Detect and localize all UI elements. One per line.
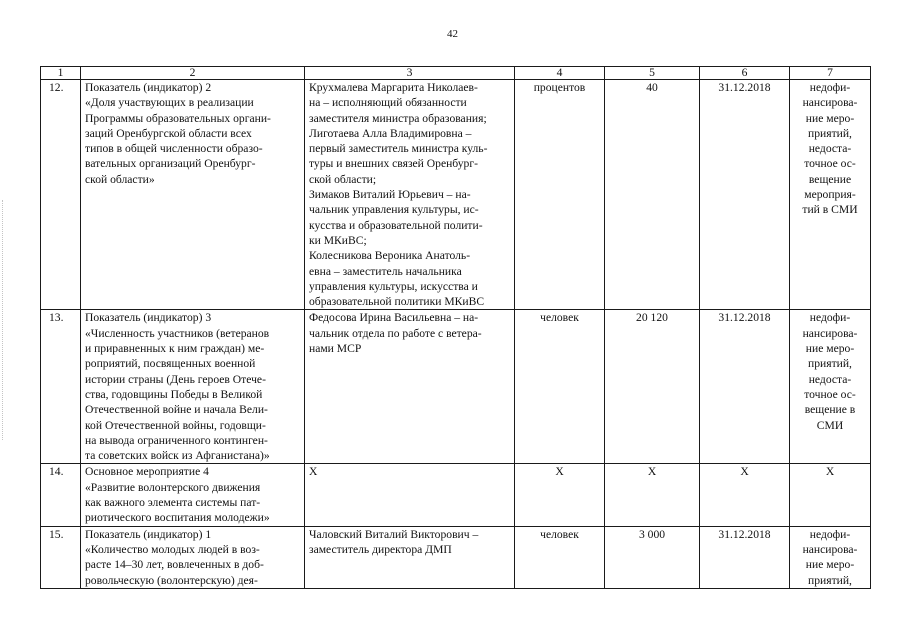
value-cell: 20 120 bbox=[605, 310, 700, 464]
value-cell: 3 000 bbox=[605, 526, 700, 588]
header-row bbox=[41, 67, 871, 80]
unit-cell: человек bbox=[515, 526, 605, 588]
indicator-name-line: «Доля участвующих в реализации bbox=[85, 96, 254, 110]
header-col-7: 7 bbox=[790, 67, 871, 80]
indicator-name bbox=[81, 526, 305, 588]
comment-cell-line: недофи- bbox=[809, 81, 851, 94]
table-row bbox=[41, 310, 871, 464]
indicator-name-line: Основное мероприятие 4 bbox=[85, 465, 209, 479]
table-row bbox=[41, 526, 871, 588]
responsible-person-line: ской области; bbox=[309, 172, 377, 186]
indicator-name-line: «Количество молодых людей в воз- bbox=[85, 542, 260, 556]
responsible-person-line: Лиготаева Алла Владимировна – bbox=[309, 126, 472, 140]
indicator-name-line: Отечественной войне и начала Вели- bbox=[85, 403, 268, 417]
responsible-person-line: чальник отдела по работе с ветера- bbox=[309, 326, 482, 340]
unit-cell: Х bbox=[515, 464, 605, 526]
responsible-person-line: чальник управления культуры, ис- bbox=[309, 203, 479, 217]
responsible-person-line: Зимаков Виталий Юрьевич – на- bbox=[309, 188, 471, 202]
responsible-person-line: Федосова Ирина Васильевна – на- bbox=[309, 311, 479, 325]
comment-cell-line: мероприя- bbox=[804, 188, 856, 202]
date-cell: Х bbox=[700, 464, 790, 526]
header-col-1: 1 bbox=[41, 67, 81, 80]
comment-cell-line: приятий, bbox=[808, 357, 852, 371]
header-col-6: 6 bbox=[700, 67, 790, 80]
indicator-name-line: Программы образовательных органи- bbox=[85, 111, 271, 125]
responsible-person-line: Х bbox=[309, 465, 318, 479]
comment-cell-line: нансирова- bbox=[802, 96, 858, 110]
comment-cell-line: точное ос- bbox=[804, 157, 856, 171]
responsible-person-line: образовательной политики МКиВС bbox=[309, 295, 485, 309]
responsible-person-line: кусства и образовательной полити- bbox=[309, 218, 483, 232]
indicator-name-line: Показатель (индикатор) 1 bbox=[85, 527, 212, 541]
table-row bbox=[41, 80, 871, 310]
indicator-name-line: заций Оренбургской области всех bbox=[85, 126, 252, 140]
responsible-person-line: первый заместитель министра куль- bbox=[309, 142, 488, 156]
indicator-name bbox=[81, 310, 305, 464]
indicator-name-line: роприятий, посвященных военной bbox=[85, 357, 256, 371]
comment-cell-line: вещение в bbox=[804, 403, 856, 417]
responsible-person-line: нами МСР bbox=[309, 342, 362, 356]
value-cell: 40 bbox=[605, 80, 700, 310]
responsible-person bbox=[305, 80, 515, 310]
indicator-name-line: типов в общей численности образо- bbox=[85, 142, 263, 156]
comment-cell bbox=[790, 526, 871, 588]
indicator-name-line: расте 14–30 лет, вовлеченных в доб- bbox=[85, 558, 264, 572]
responsible-person-line: туры и внешних связей Оренбург- bbox=[309, 157, 478, 171]
indicators-table bbox=[40, 66, 871, 589]
unit-cell: человек bbox=[515, 310, 605, 464]
comment-cell-line: недоста- bbox=[808, 372, 852, 386]
indicator-name-line: Показатель (индикатор) 2 bbox=[85, 81, 212, 94]
responsible-person-line: управления культуры, искусства и bbox=[309, 279, 478, 293]
comment-cell-line: вещение bbox=[808, 172, 852, 186]
comment-cell-line: недофи- bbox=[809, 311, 851, 325]
responsible-person-line: заместителя министра образования; bbox=[309, 111, 487, 125]
comment-cell-line: недоста- bbox=[808, 142, 852, 156]
comment-cell-line: тий в СМИ bbox=[802, 203, 858, 217]
indicator-name-line: истории страны (День героев Отече- bbox=[85, 372, 266, 386]
comment-cell-line: нансирова- bbox=[802, 542, 858, 556]
comment-cell-line: СМИ bbox=[816, 418, 844, 432]
comment-cell bbox=[790, 464, 871, 526]
responsible-person-line: заместитель директора ДМП bbox=[309, 542, 452, 556]
unit-cell: процентов bbox=[515, 80, 605, 310]
comment-cell-line: ние меро- bbox=[805, 558, 855, 572]
indicator-name-line: и приравненных к ним граждан) ме- bbox=[85, 342, 265, 356]
table-row bbox=[41, 464, 871, 526]
table-body bbox=[41, 80, 871, 589]
responsible-person-line: Колесникова Вероника Анатоль- bbox=[309, 249, 471, 263]
header-col-4: 4 bbox=[515, 67, 605, 80]
responsible-person-line: Чаловский Виталий Викторович – bbox=[309, 527, 479, 541]
indicator-name-line: как важного элемента системы пат- bbox=[85, 496, 261, 510]
row-number: 15. bbox=[41, 526, 81, 588]
date-cell: 31.12.2018 bbox=[700, 526, 790, 588]
indicator-name-line: ства, годовщины Победы в Великой bbox=[85, 387, 263, 401]
comment-cell-line: недофи- bbox=[809, 527, 851, 541]
responsible-person-line: евна – заместитель начальника bbox=[309, 264, 462, 278]
comment-cell-line: приятий, bbox=[808, 126, 852, 140]
header-col-2: 2 bbox=[81, 67, 305, 80]
indicator-name-line: та советских войск из Афганистана)» bbox=[85, 449, 270, 463]
date-cell: 31.12.2018 bbox=[700, 310, 790, 464]
indicator-name-line: кой Отечественной войны, годовщи- bbox=[85, 418, 266, 432]
indicator-name-line: ской области» bbox=[85, 172, 155, 186]
page-number: 42 bbox=[447, 28, 458, 40]
row-number: 12. bbox=[41, 80, 81, 310]
responsible-person bbox=[305, 310, 515, 464]
row-number: 13. bbox=[41, 310, 81, 464]
comment-cell-line: нансирова- bbox=[802, 326, 858, 340]
comment-cell-line: ние меро- bbox=[805, 342, 855, 356]
comment-cell-line: Х bbox=[825, 465, 835, 479]
indicator-name-line: вательных организаций Оренбург- bbox=[85, 157, 256, 171]
indicator-name bbox=[81, 464, 305, 526]
value-cell: Х bbox=[605, 464, 700, 526]
date-cell: 31.12.2018 bbox=[700, 80, 790, 310]
indicator-name-line: ровольческую (волонтерскую) дея- bbox=[85, 573, 258, 587]
indicator-name bbox=[81, 80, 305, 310]
responsible-person-line: на – исполняющий обязанности bbox=[309, 96, 467, 110]
indicator-name-line: Показатель (индикатор) 3 bbox=[85, 311, 212, 325]
responsible-person bbox=[305, 464, 515, 526]
comment-cell-line: приятий, bbox=[808, 573, 852, 587]
indicator-name-line: риотического воспитания молодежи» bbox=[85, 511, 270, 525]
comment-cell bbox=[790, 310, 871, 464]
comment-cell-line: точное ос- bbox=[804, 387, 856, 401]
header-col-5: 5 bbox=[605, 67, 700, 80]
responsible-person bbox=[305, 526, 515, 588]
comment-cell bbox=[790, 80, 871, 310]
responsible-person-line: ки МКиВС; bbox=[309, 233, 367, 247]
row-number: 14. bbox=[41, 464, 81, 526]
indicator-name-line: на вывода ограниченного континген- bbox=[85, 433, 268, 447]
responsible-person-line: Крухмалева Маргарита Николаев- bbox=[309, 81, 478, 94]
comment-cell-line: ние меро- bbox=[805, 111, 855, 125]
header-col-3: 3 bbox=[305, 67, 515, 80]
scan-margin-marks bbox=[2, 200, 7, 440]
indicator-name-line: «Численность участников (ветеранов bbox=[85, 326, 270, 340]
indicator-name-line: «Развитие волонтерского движения bbox=[85, 480, 261, 494]
